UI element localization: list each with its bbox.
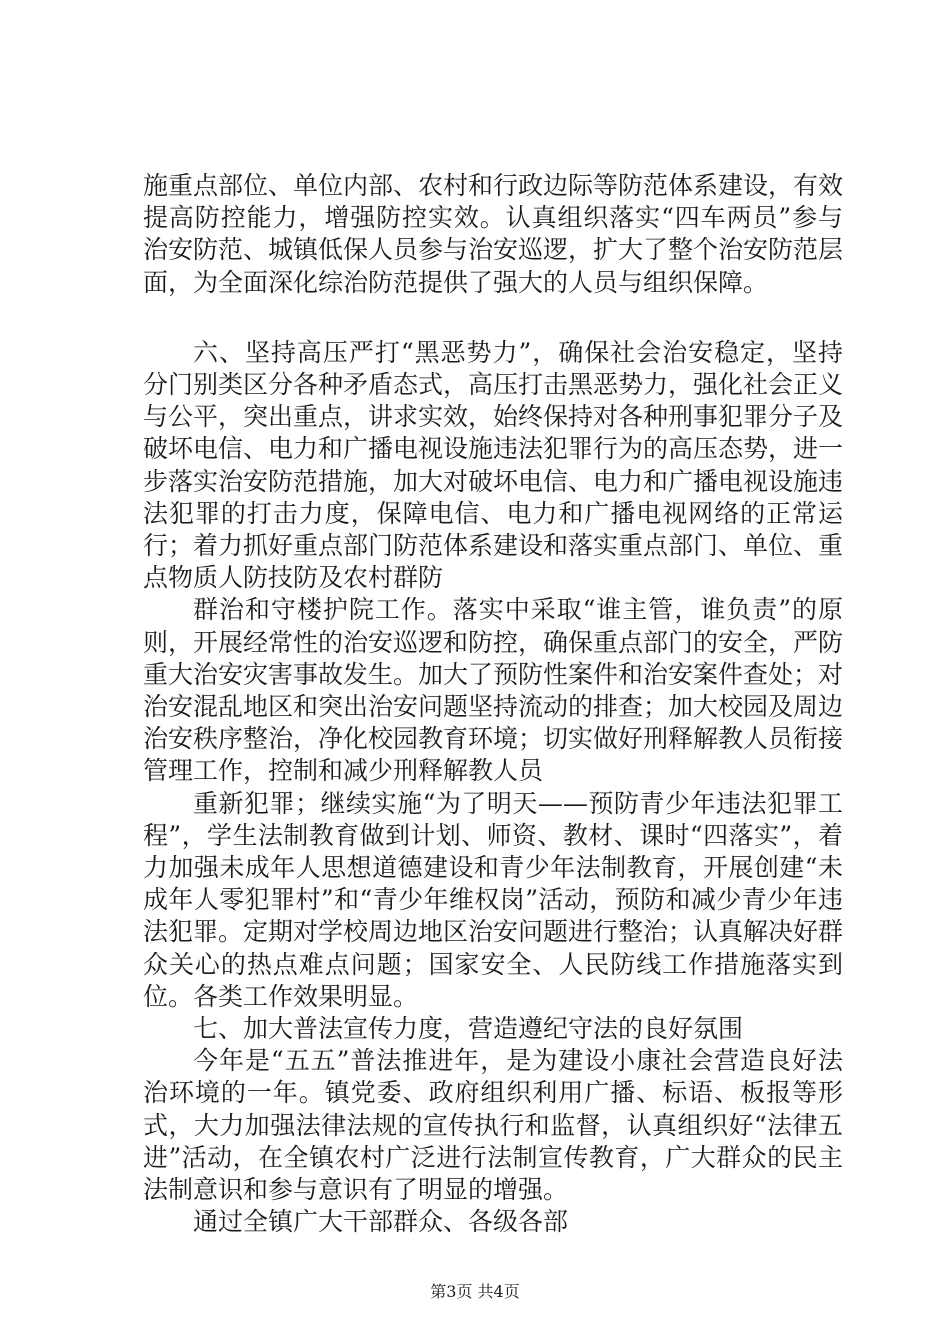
page-number-footer: 第3页 共4页 [430, 1282, 520, 1301]
document-body [143, 170, 843, 1239]
paragraph-youth-crime: 重新犯罪；继续实施“为了明天——预防青少年违法犯罪工程”，学生法制教育做到计划、师资、教材、课时“四落实”，着力加强未成年人思想道德建设和青少年法制教育，开展创建“未成年人零犯罪村”和“青少年维权岗”活动，预防和减少青少年违法犯罪。定期对学校周边地区治安问题进行整治；认真解决好群众关心的热点难点问题；国家安全、人民防线工作措施落实到位。各类工作效果明显。 [143, 788, 844, 1011]
paragraph-group-defense: 群治和守楼护院工作。落实中采取“谁主管，谁负责”的原则，开展经常性的治安巡逻和防控，确保重点部门的安全，严防重大治安灾害事故发生。加大了预防性案件和治安案件查处；对治安混乱地区和突出治安问题坚持流动的排查；加大校园及周边治安秩序整治，净化校园教育环境；切实做好刑释解教人员衔接管理工作，控制和减少刑释解教人员 [143, 595, 844, 786]
paragraph-prevention-system: 施重点部位、单位内部、农村和行政边际等防范体系建设，有效提高防控能力，增强防控实效。认真组织落实“四车两员”参与治安防范、城镇低保人员参与治安巡逻，扩大了整个治安防范层面，为全面深化综治防范提供了强大的人员与组织保障。 [143, 171, 844, 297]
paragraph-gap [143, 299, 843, 337]
paragraph-section-six: 六、坚持高压严打“黑恶势力”，确保社会治安稳定，坚持分门别类区分各种矛盾态式，高压打击黑恶势力，强化社会正义与公平，突出重点，讲求实效，始终保持对各种刑事犯罪分子及破坏电信、电力和广播电视设施违法犯罪行为的高压态势，进一步落实治安防范措施，加大对破坏电信、电力和广播电视设施违法犯罪的打击力度，保障电信、电力和广播电视网络的正常运行；着力抓好重点部门防范体系建设和落实重点部门、单位、重点物质人防技防及农村群防 [143, 337, 844, 593]
paragraph-legal-publicity: 今年是“五五”普法推进年，是为建设小康社会营造良好法治环境的一年。镇党委、政府组织利用广播、标语、板报等形式，大力加强法律法规的宣传执行和监督，认真组织好“法律五进”活动，在全镇农村广泛进行法制宣传教育，广大群众的民主法制意识和参与意识有了明显的增强。 [143, 1046, 843, 1205]
paragraph-closing-fragment: 通过全镇广大干部群众、各级各部 [193, 1207, 569, 1237]
section-heading-seven: 七、加大普法宣传力度，营造遵纪守法的良好氛围 [193, 1014, 744, 1044]
